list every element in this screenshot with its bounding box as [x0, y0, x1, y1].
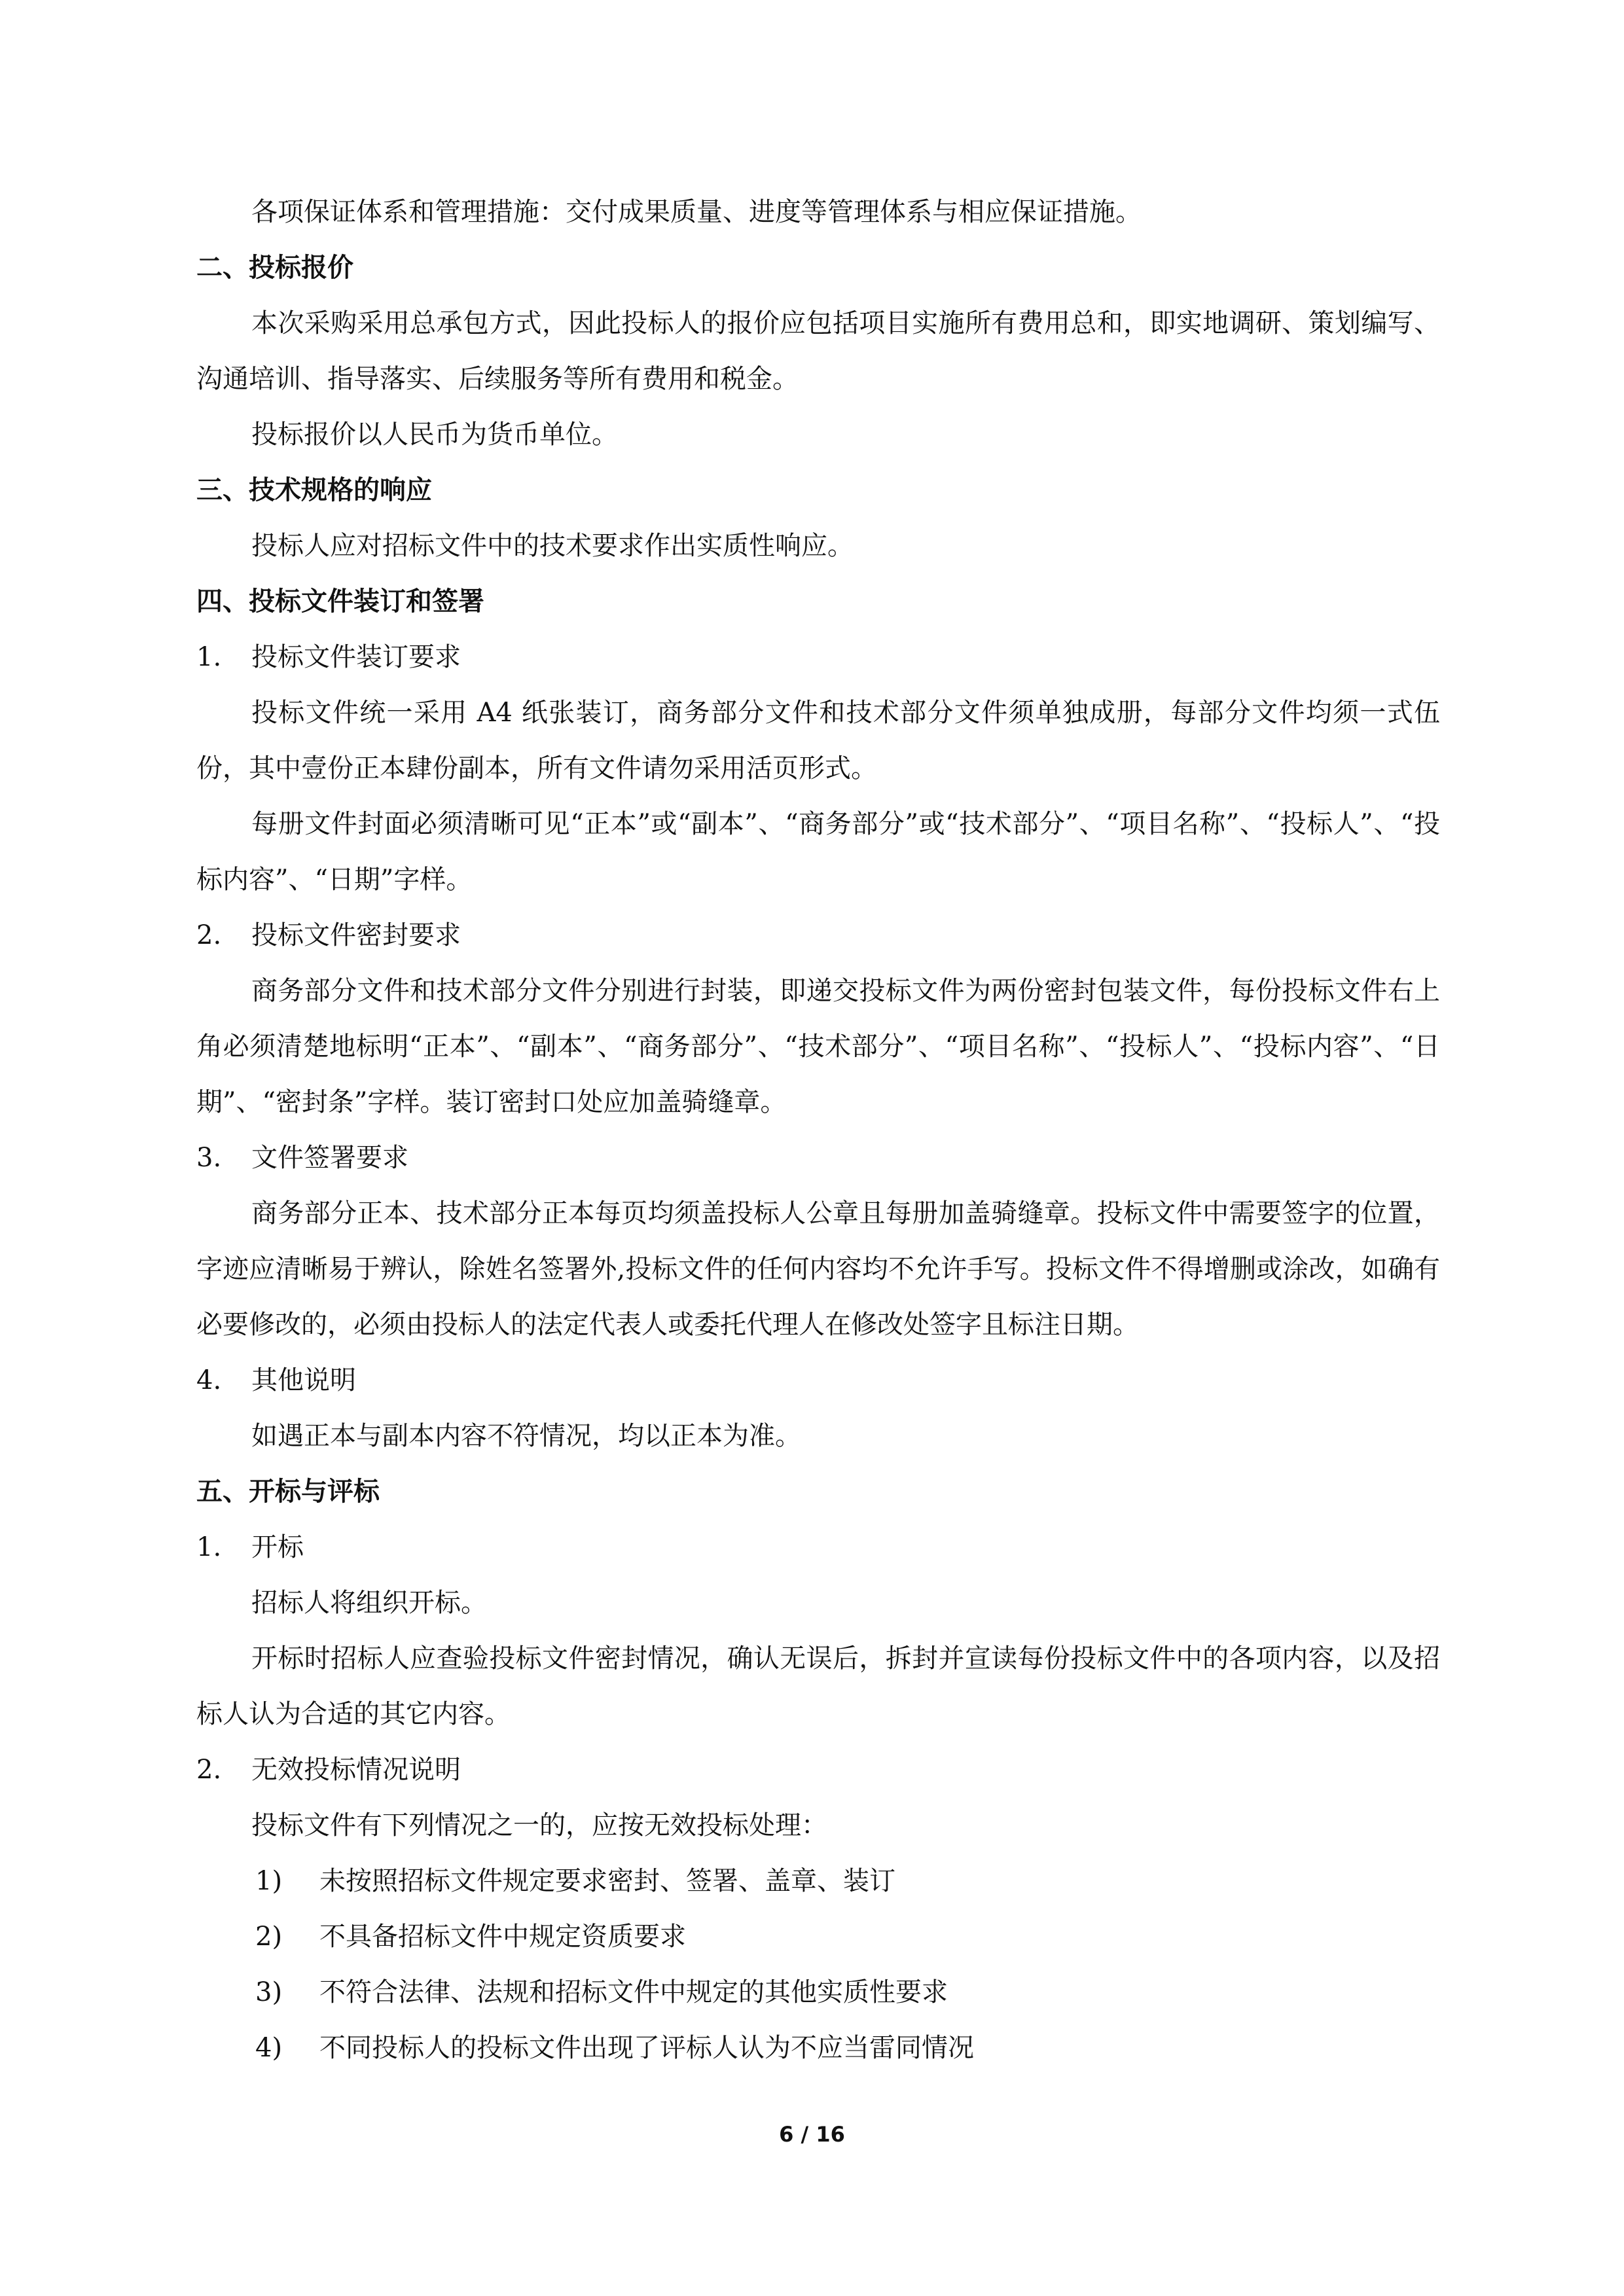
numbered-item-title [196, 1353, 1440, 1408]
item-number: 1. [196, 1532, 222, 1562]
numbered-item-title [196, 1130, 1440, 1186]
list-item-text: 不具备招标文件中规定资质要求 [319, 1922, 686, 1952]
paragraph: 招标人将组织开标。 [251, 1588, 487, 1618]
item-title: 文件签署要求 [251, 1143, 408, 1173]
paragraph: 商务部分文件和技术部分文件分别进行封装，即递交投标文件为两份密封包装文件，每份投标文件右上角必须清楚地标明“正本”、“副本”、“商务部分”、“技术部分”、“项目名称”、“投标人”、“投标内容”、“日期”、“密封条”字样。装订密封口处应加盖骑缝章。 [196, 976, 1440, 1117]
list-item [196, 2020, 1440, 2076]
paragraph: 商务部分正本、技术部分正本每页均须盖投标人公章且每册加盖骑缝章。投标文件中需要签字的位置，字迹应清晰易于辨认，除姓名签署外,投标文件的任何内容均不允许手写。投标文件不得增删或涂改，如确有必要修改的，必须由投标人的法定代表人或委托代理人在修改处签字且标注日期。 [196, 1198, 1440, 1340]
item-number: 4. [196, 1365, 222, 1395]
paragraph: 各项保证体系和管理措施：交付成果质量、进度等管理体系与相应保证措施。 [251, 197, 1142, 227]
section-heading: 三、技术规格的响应 [196, 475, 432, 505]
paragraph: 本次采购采用总承包方式，因此投标人的报价应包括项目实施所有费用总和，即实地调研、策划编写、沟通培训、指导落实、后续服务等所有费用和税金。 [196, 308, 1440, 394]
paragraph: 如遇正本与副本内容不符情况，均以正本为准。 [251, 1421, 801, 1451]
section-heading: 四、投标文件装订和签署 [196, 586, 484, 617]
list-item [196, 1854, 1440, 1909]
list-item-number: 1) [255, 1866, 283, 1896]
numbered-item-title [196, 908, 1440, 963]
paragraph: 每册文件封面必须清晰可见“正本”或“副本”、“商务部分”或“技术部分”、“项目名称”、“投标人”、“投标内容”、“日期”字样。 [196, 809, 1440, 895]
numbered-item-title [196, 630, 1440, 685]
item-title: 无效投标情况说明 [251, 1755, 461, 1785]
paragraph: 投标报价以人民币为货币单位。 [251, 420, 618, 450]
list-item-number: 4) [255, 2033, 283, 2063]
item-number: 2. [196, 920, 222, 950]
item-title: 投标文件密封要求 [251, 920, 461, 950]
paragraph: 开标时招标人应查验投标文件密封情况，确认无误后，拆封并宣读每份投标文件中的各项内容，以及招标人认为合适的其它内容。 [196, 1643, 1440, 1729]
item-number: 1. [196, 642, 222, 672]
item-title: 其他说明 [251, 1365, 356, 1395]
item-title: 投标文件装订要求 [251, 642, 461, 672]
section-heading: 二、投标报价 [196, 253, 353, 283]
list-item [196, 1965, 1440, 2020]
paragraph: 投标文件有下列情况之一的，应按无效投标处理： [251, 1810, 827, 1840]
document-body [196, 185, 1440, 2076]
section-heading: 五、开标与评标 [196, 1477, 380, 1507]
item-title: 开标 [251, 1532, 304, 1562]
paragraph: 投标人应对招标文件中的技术要求作出实质性响应。 [251, 531, 854, 561]
item-number: 2. [196, 1755, 222, 1785]
paragraph: 投标文件统一采用 A4 纸张装订，商务部分文件和技术部分文件须单独成册，每部分文件均须一式伍份，其中壹份正本肆份副本，所有文件请勿采用活页形式。 [196, 698, 1440, 783]
page-number: 6 / 16 [779, 2122, 845, 2147]
list-item-text: 未按照招标文件规定要求密封、签署、盖章、装订 [319, 1866, 895, 1896]
list-item [196, 1909, 1440, 1965]
list-item-text: 不符合法律、法规和招标文件中规定的其他实质性要求 [319, 1977, 948, 2007]
numbered-item-title [196, 1520, 1440, 1575]
list-item-text: 不同投标人的投标文件出现了评标人认为不应当雷同情况 [319, 2033, 974, 2063]
list-item-number: 2) [255, 1922, 283, 1952]
list-item-number: 3) [255, 1977, 283, 2007]
item-number: 3. [196, 1143, 222, 1173]
numbered-item-title [196, 1742, 1440, 1798]
